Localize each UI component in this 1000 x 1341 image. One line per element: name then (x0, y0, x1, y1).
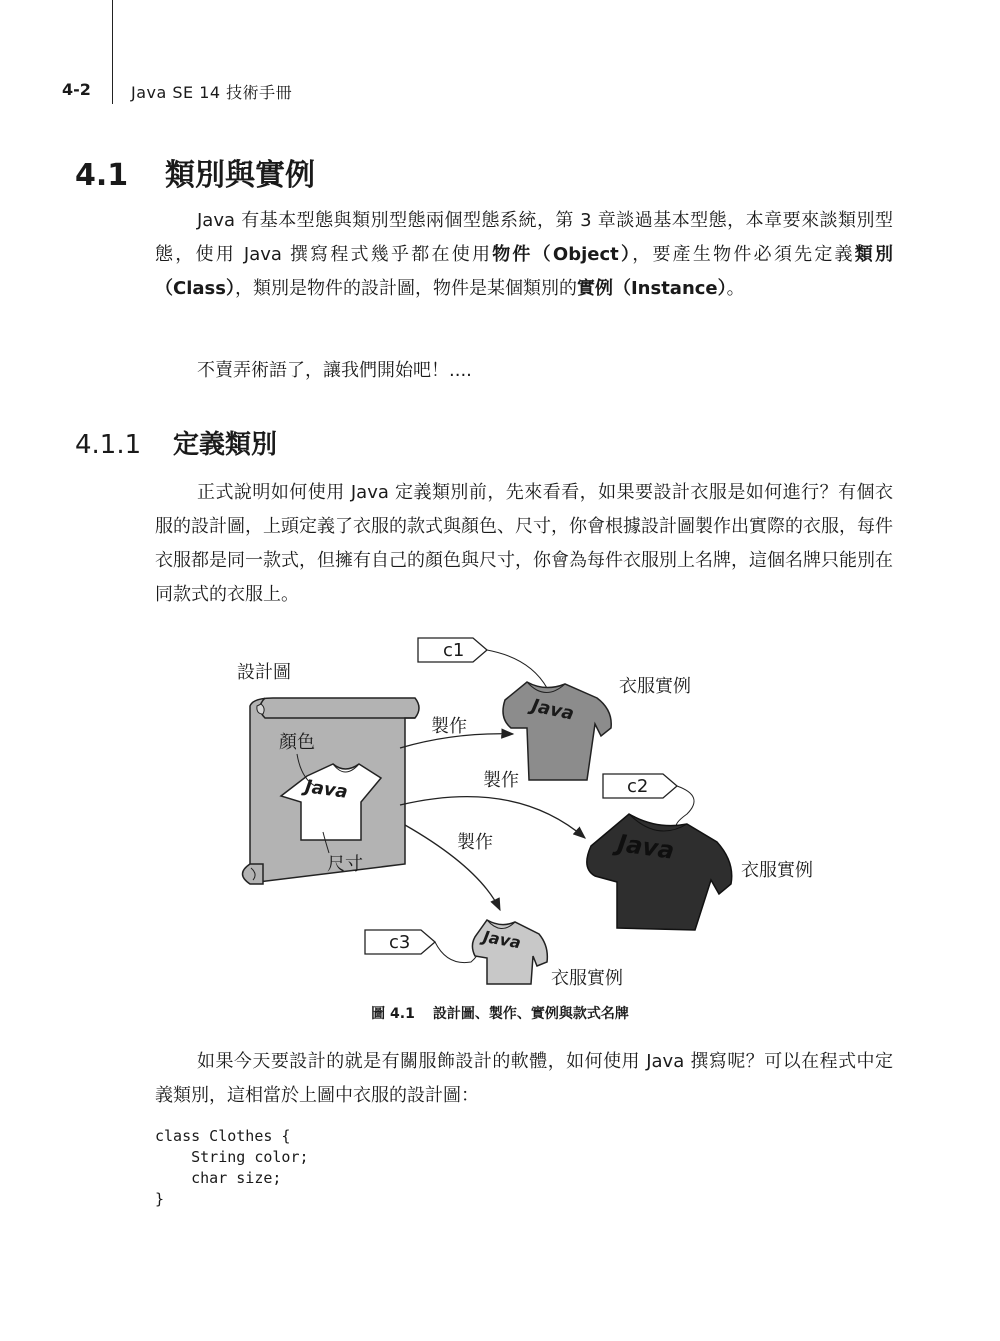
figure-number: 圖 4.1 (371, 1006, 415, 1022)
intro-text-3: ，類別是物件的設計圖，物件是某個類別的 (234, 278, 577, 299)
color-label: 顏色 (279, 732, 315, 753)
make-label-2: 製作 (483, 770, 519, 791)
second-paragraph: 不賣弄術語了，讓我們開始吧！.... (197, 360, 472, 381)
clothes-analogy-paragraph: 正式說明如何使用 Java 定義類別前，先來看看，如果要設計衣服是如何進行？有個衣服的設計圖，上頭定義了衣服的款式與顏色、尺寸，你會根據設計圖製作出實際的衣服，每件衣服都是同一款式，但擁有自己的顏色與尺寸，你會為每件衣服別上名牌，這個名牌只能別在同款式的衣服上。 (155, 482, 893, 605)
instance-label-c3: 衣服實例 (551, 968, 623, 989)
term-object: 物件（Object） (492, 244, 633, 265)
figure-caption (0, 1003, 1000, 1023)
code-line: String color; (155, 1148, 309, 1166)
blueprint-shirt-java-text: Java (303, 776, 349, 803)
subsection-title-text: 定義類別 (173, 430, 278, 460)
make-label-3: 製作 (457, 832, 493, 853)
instance-label-c1: 衣服實例 (619, 676, 691, 697)
code-block (155, 1126, 309, 1210)
intro-text-1: Java 有基本型態與類別型態兩個型態系統，第 3 章談過基本型態，本章要來談類別型態，使用 Java 撰寫程式幾乎都在使用 (155, 210, 893, 265)
shirt-c1-java-text: Java (529, 695, 576, 725)
subsection-number: 4.1.1 (75, 430, 142, 460)
size-label: 尺寸 (327, 854, 363, 875)
section-number: 4.1 (75, 158, 129, 193)
intro-text-2: ，要產生物件必須先定義 (632, 244, 855, 265)
code-line: char size; (155, 1169, 282, 1187)
blueprint-label: 設計圖 (237, 662, 291, 683)
shirt-c1 (503, 682, 611, 780)
term-class: 類別（Class） (155, 244, 894, 299)
instance-label-c2: 衣服實例 (741, 860, 813, 881)
page-number: 4-2 (62, 80, 91, 99)
software-paragraph: 如果今天要設計的就是有關服飾設計的軟體，如何使用 Java 撰寫呢？可以在程式中定義類別，這相當於上圖中衣服的設計圖： (155, 1051, 893, 1106)
code-line: class Clothes { (155, 1127, 291, 1145)
make-label-1: 製作 (431, 716, 467, 737)
section-title (75, 150, 315, 194)
figure-caption-text: 設計圖、製作、實例與款式名牌 (432, 1006, 629, 1022)
intro-paragraph (155, 204, 893, 306)
intro-text-4: 。 (726, 278, 745, 299)
code-line: } (155, 1190, 165, 1208)
shirt-c2 (587, 814, 732, 930)
term-instance: 實例（Instance） (576, 278, 727, 299)
figure-blueprint-diagram (225, 628, 845, 998)
shirt-c2-java-text: Java (615, 829, 676, 865)
tag-c1-label: c1 (443, 640, 465, 661)
book-title: Java SE 14 技術手冊 (131, 83, 293, 102)
tag-c2-label: c2 (627, 776, 649, 797)
section-title-text: 類別與實例 (165, 158, 315, 193)
tag-c3-label: c3 (389, 932, 411, 953)
header-rule (112, 0, 113, 104)
subsection-title (75, 424, 277, 461)
shirt-c3-java-text: Java (481, 926, 523, 953)
